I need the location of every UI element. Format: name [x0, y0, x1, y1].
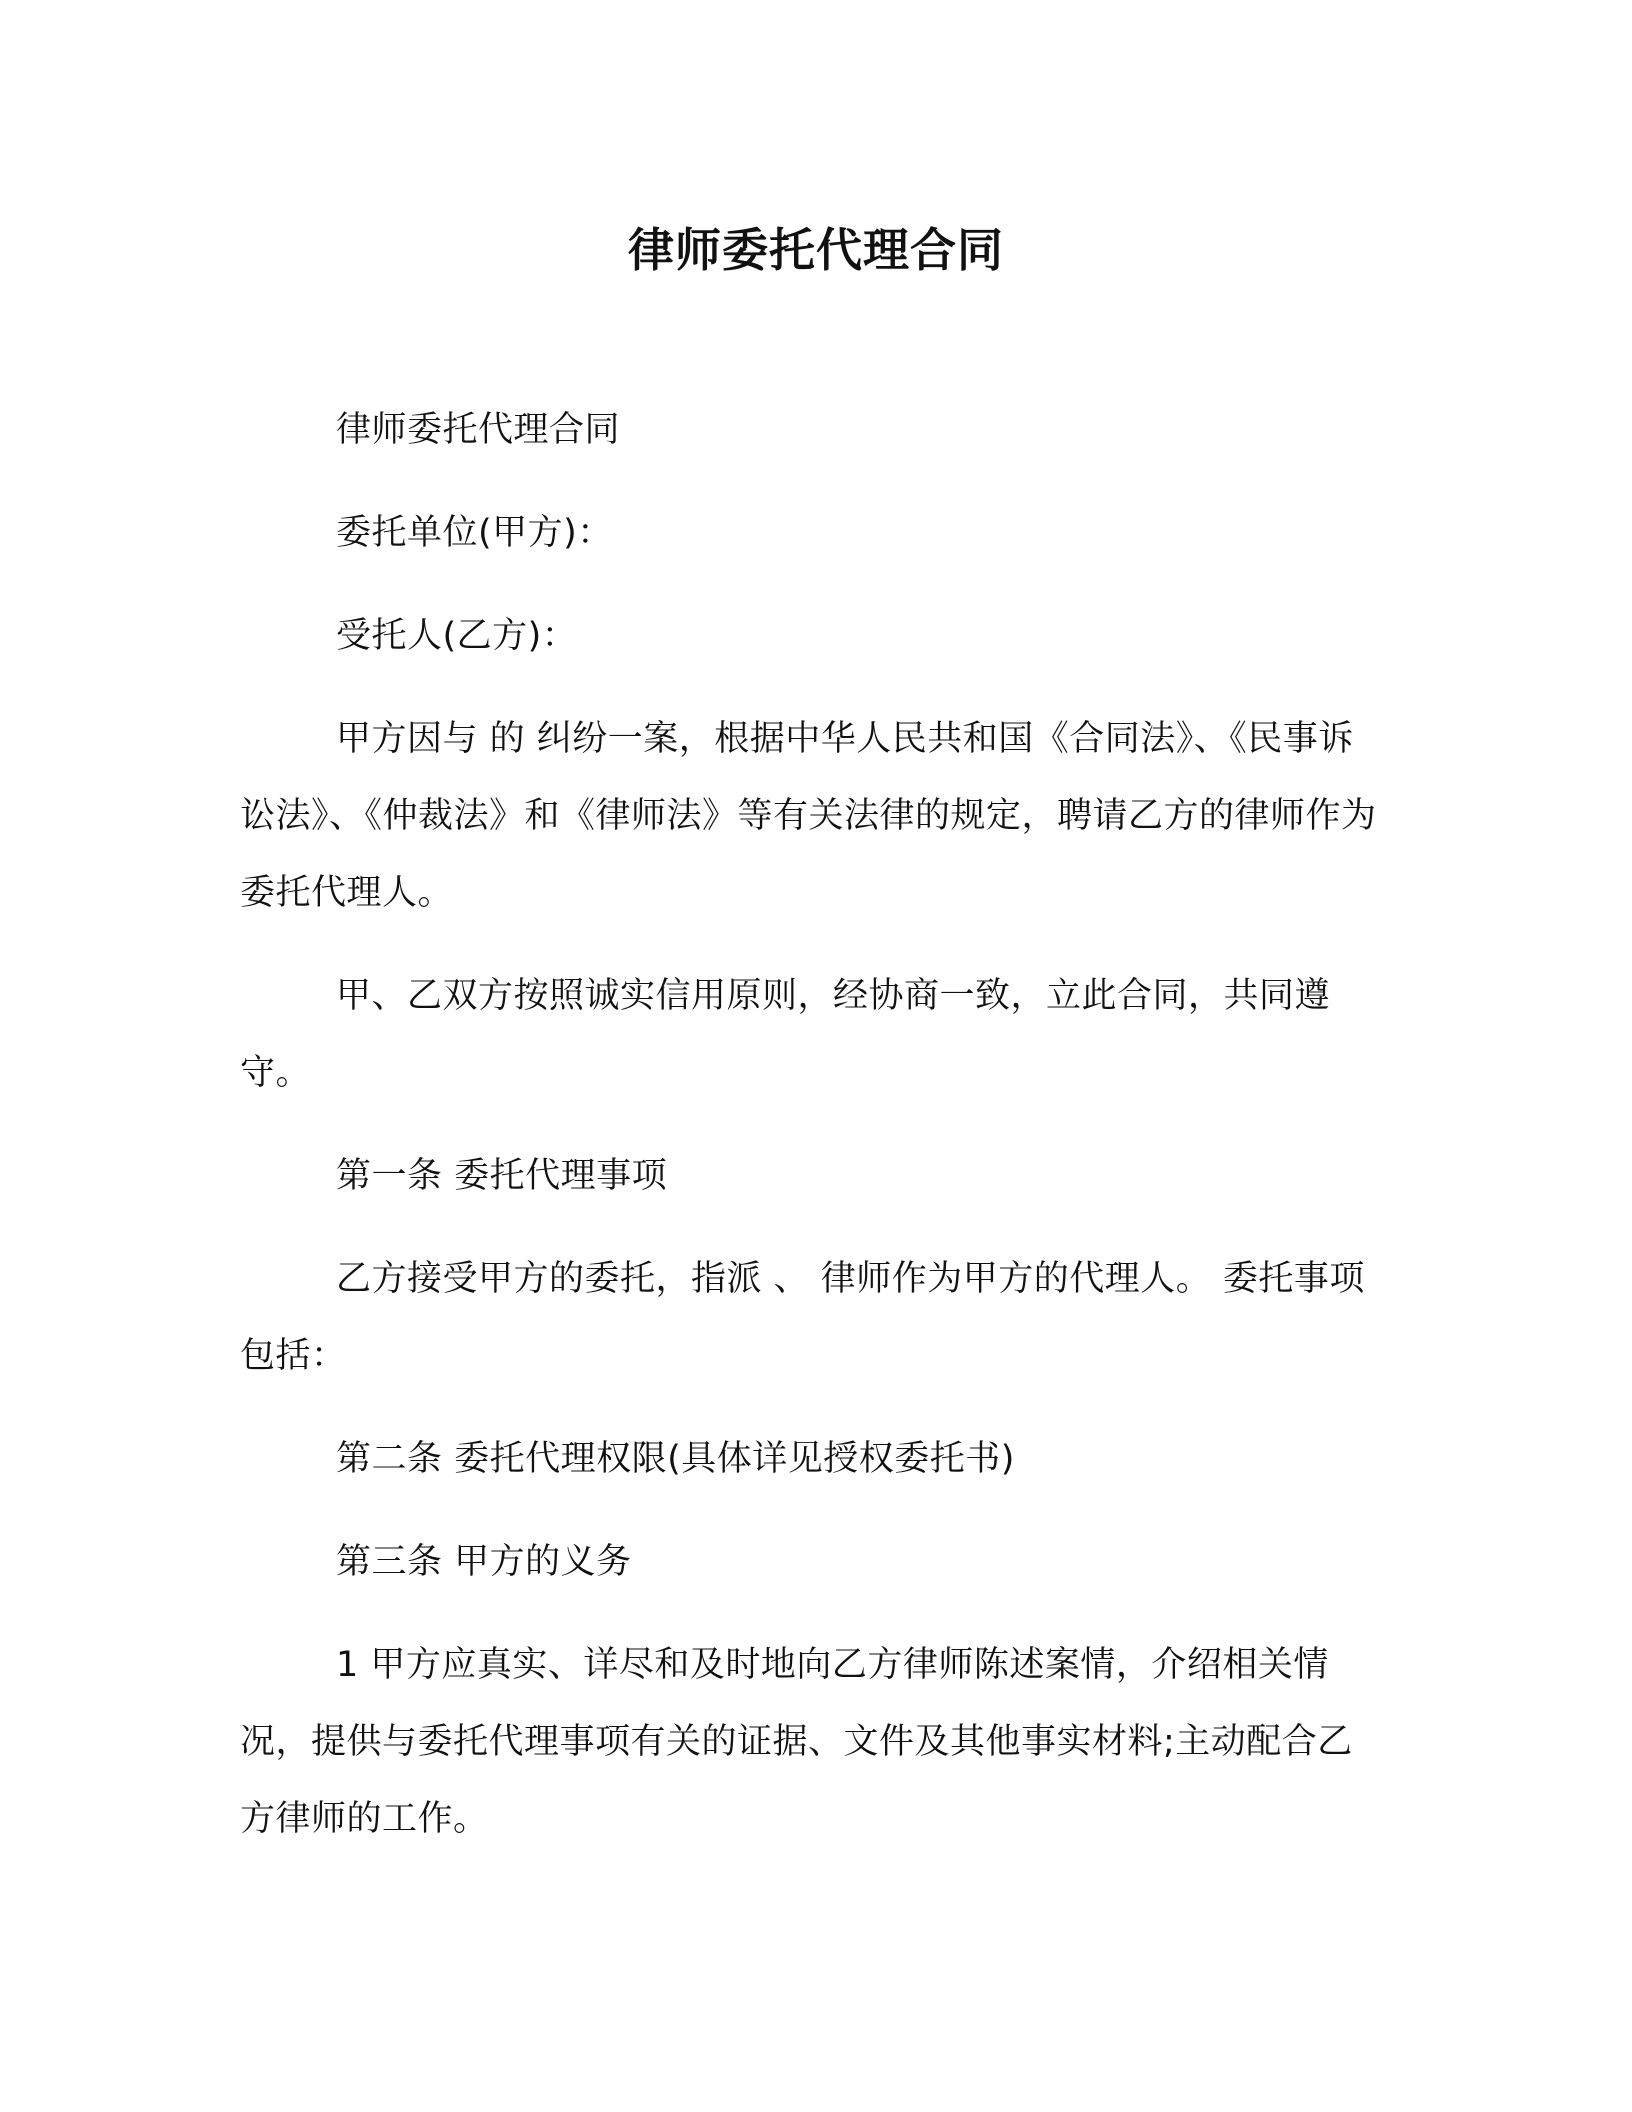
article-2-heading: 第二条 委托代理权限(具体详见授权委托书) — [336, 1439, 1015, 1479]
document-body — [240, 392, 1380, 1884]
article-3-heading: 第三条 甲方的义务 — [336, 1542, 632, 1582]
paragraph-contract-name: 律师委托代理合同 — [336, 410, 621, 450]
document-title: 律师委托代理合同 — [628, 223, 1004, 277]
article-3-item-1: 1 甲方应真实、详尽和及时地向乙方律师陈述案情，介绍相关情况，提供与委托代理事项有关的证据、文件及其他事实材料;主动配合乙方律师的工作。 — [240, 1645, 1353, 1839]
paragraph-party-b: 受托人(乙方)： — [336, 616, 578, 656]
article-1-heading: 第一条 委托代理事项 — [336, 1156, 668, 1196]
paragraph-agreement: 甲、乙双方按照诚实信用原则，经协商一致，立此合同，共同遵守。 — [240, 976, 1331, 1093]
paragraph-party-a: 委托单位(甲方)： — [336, 513, 613, 553]
article-1-body: 乙方接受甲方的委托，指派 、 律师作为甲方的代理人。 委托事项包括： — [240, 1259, 1365, 1376]
paragraph-preamble: 甲方因与 的 纠纷一案，根据中华人民共和国《合同法》、《民事诉讼法》、《仲裁法》和《律师法》等有关法律的规定，聘请乙方的律师作为委托代理人。 — [240, 719, 1377, 913]
